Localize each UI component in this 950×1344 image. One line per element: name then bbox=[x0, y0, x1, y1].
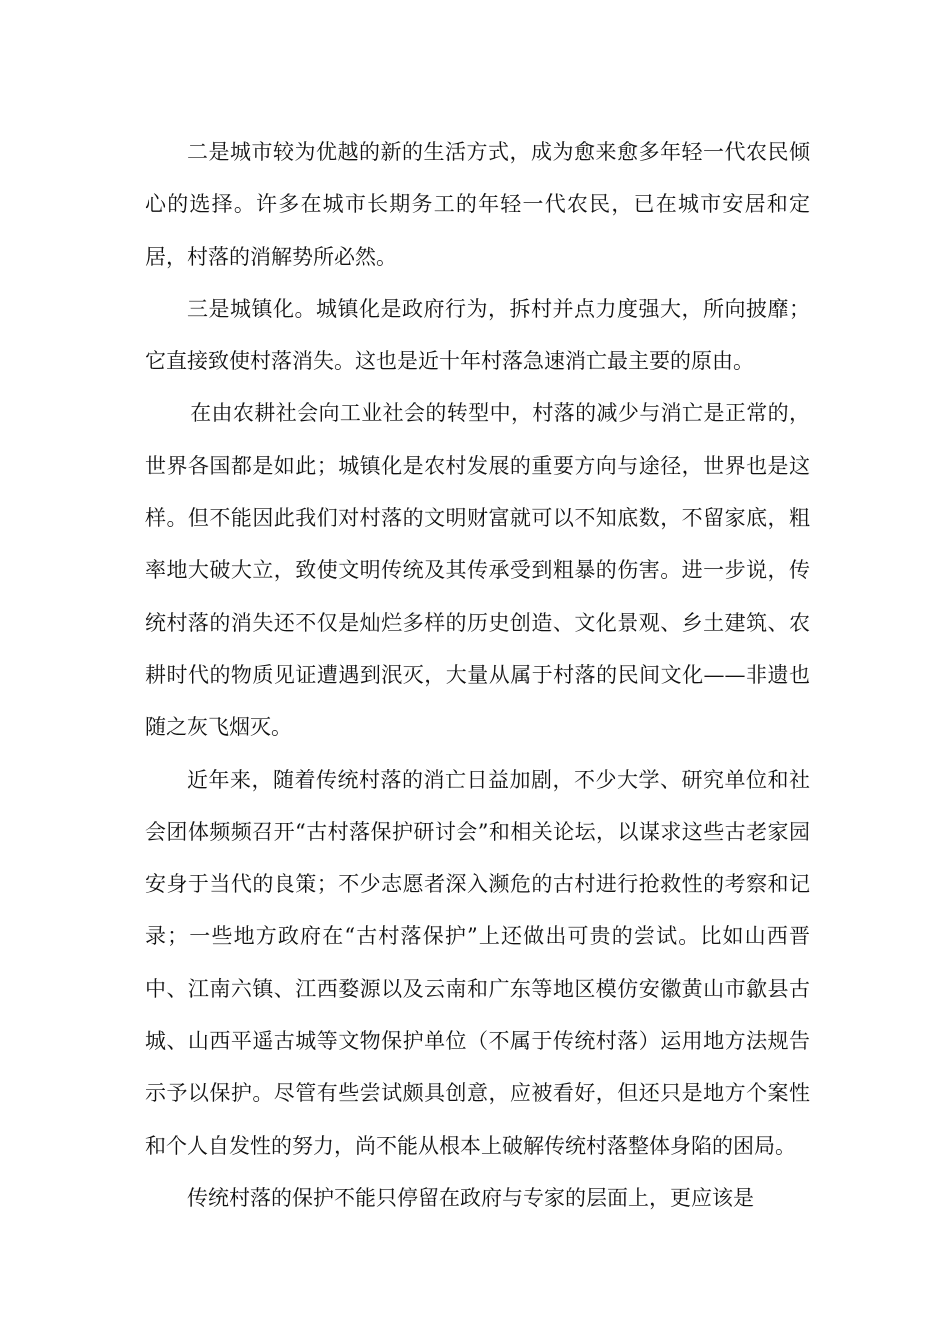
document-body bbox=[145, 126, 810, 1224]
paragraph-1: 二是城市较为优越的新的生活方式，成为愈来愈多年轻一代农民倾心的选择。许多在城市长期务工的年轻一代农民，已在城市安居和定居，村落的消解势所必然。 bbox=[145, 140, 810, 269]
paragraph-2: 三是城镇化。城镇化是政府行为，拆村并点力度强大，所向披靡；它直接致使村落消失。这也是近十年村落急速消亡最主要的原由。 bbox=[145, 296, 810, 374]
paragraph-5: 传统村落的保护不能只停留在政府与专家的层面上，更应该是 bbox=[187, 1185, 754, 1210]
paragraph-4: 近年来，随着传统村落的消亡日益加剧，不少大学、研究单位和社会团体频频召开“古村落保护研讨会”和相关论坛，以谋求这些古老家园安身于当代的良策；不少志愿者深入濒危的古村进行抢救性的考察和记录；一些地方政府在“古村落保护”上还做出可贵的尝试。比如山西晋中、江南六镇、江西婺源以及云南和广东等地区模仿安徽黄山市歙县古城、山西平遥古城等文物保护单位（不属于传统村落）运用地方法规告示予以保护。尽管有些尝试颇具创意，应被看好，但还只是地方个案性和个人自发性的努力，尚不能从根本上破解传统村落整体身陷的困局。 bbox=[145, 767, 810, 1158]
paragraph-3: 在由农耕社会向工业社会的转型中，村落的减少与消亡是正常的，世界各国都是如此；城镇化是农村发展的重要方向与途径，世界也是这样。但不能因此我们对村落的文明财富就可以不知底数，不留家底，粗率地大破大立，致使文明传统及其传承受到粗暴的伤害。进一步说，传统村落的消失还不仅是灿烂多样的历史创造、文化景观、乡土建筑、农耕时代的物质见证遭遇到泯灭，大量从属于村落的民间文化——非遗也随之灰飞烟灭。 bbox=[145, 401, 810, 740]
